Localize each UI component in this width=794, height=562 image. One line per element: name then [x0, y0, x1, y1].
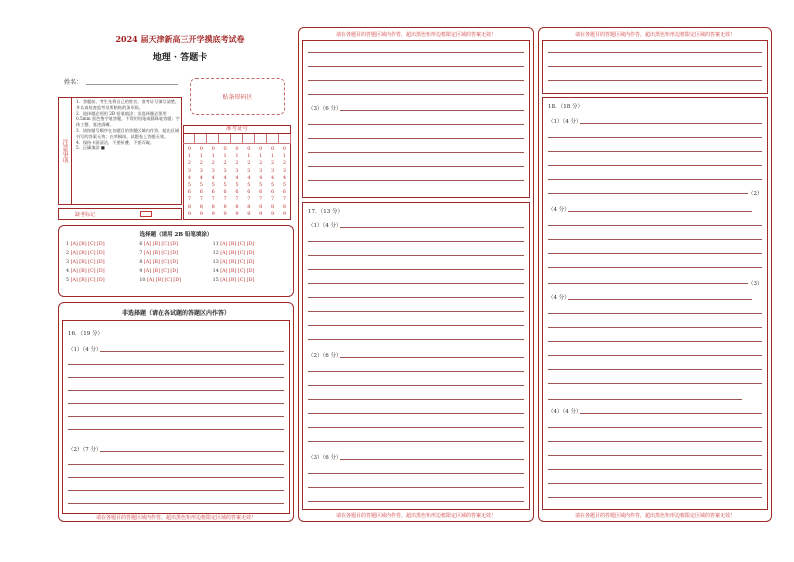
exam-number-bubble[interactable]: 4	[199, 174, 203, 181]
exam-number-bubble[interactable]: 2	[247, 160, 251, 167]
choice-title: 选择题（请用 2B 铅笔填涂）	[139, 232, 213, 238]
exam-title: 2024 届天津新高三开学摸底考试卷	[115, 34, 245, 44]
answer-line[interactable]	[308, 339, 524, 340]
answer-line[interactable]	[548, 253, 762, 254]
exam-number-bubble[interactable]: 6	[223, 189, 227, 196]
choice-row	[66, 267, 286, 276]
exam-number-bubble[interactable]: 0	[211, 146, 215, 152]
answer-line[interactable]	[340, 110, 524, 111]
exam-number-bubble[interactable]: 1	[223, 153, 227, 160]
exam-number-bubble[interactable]: 6	[259, 189, 263, 196]
exam-number-bubble[interactable]: 1	[259, 153, 263, 160]
choice-item[interactable]: 15 [A] [B] [C] [D]	[212, 278, 255, 283]
exam-number-bubble[interactable]: 7	[199, 196, 203, 203]
answer-line[interactable]	[308, 413, 524, 414]
answer-line[interactable]	[548, 179, 762, 180]
q18-3-tail: （3）	[748, 281, 763, 287]
notice-item-4: 4．保持卡面清洁，不要折叠、不要弄破。	[76, 139, 155, 145]
answer-line[interactable]	[308, 441, 524, 442]
q18-4-label: （4）（4 分）	[548, 409, 582, 415]
exam-number-bubble[interactable]: 9	[211, 210, 215, 217]
answer-line[interactable]	[568, 211, 752, 212]
answer-area-17-cont	[542, 40, 768, 94]
exam-number-bubble[interactable]: 6	[199, 189, 203, 196]
choice-item[interactable]: 7 [A] [B] [C] [D]	[139, 251, 178, 256]
answer-line[interactable]	[308, 487, 524, 488]
answer-area-18	[542, 97, 768, 510]
exam-number-column[interactable]	[256, 146, 265, 218]
answer-line[interactable]	[308, 166, 524, 167]
footer-warning-right: 请在各题目的答题区域内作答，超出黑色矩形边框限定区域的答案无效！	[574, 513, 735, 519]
answer-line[interactable]	[548, 497, 762, 498]
answer-line[interactable]	[548, 225, 762, 226]
q18-3-label: （4 分）	[548, 295, 570, 301]
answer-line[interactable]	[548, 193, 748, 194]
answer-line[interactable]	[308, 124, 524, 125]
exam-number-bubble[interactable]: 6	[187, 189, 192, 196]
notice-items	[76, 99, 180, 151]
exam-number-bubble[interactable]: 8	[235, 203, 239, 210]
answer-line[interactable]	[308, 297, 524, 298]
exam-number-bubble[interactable]: 2	[223, 160, 227, 167]
exam-number-column[interactable]	[209, 146, 218, 218]
answer-line[interactable]	[308, 501, 524, 502]
exam-number-bubble[interactable]: 2	[211, 160, 215, 167]
answer-line[interactable]	[308, 325, 524, 326]
exam-number-bubble[interactable]: 0	[247, 146, 251, 152]
q17-3-label: （3）（6 分）	[308, 455, 342, 461]
exam-number-bubble[interactable]: 3	[223, 167, 227, 174]
answer-line[interactable]	[68, 364, 284, 365]
exam-number-bubble[interactable]: 8	[247, 203, 251, 210]
barcode-area: 贴条形码区	[190, 78, 285, 115]
answer-line[interactable]	[548, 455, 762, 456]
exam-number-bubble[interactable]: 3	[247, 167, 251, 174]
exam-number-bubble[interactable]: 1	[271, 153, 275, 160]
answer-line[interactable]	[308, 283, 524, 284]
notice-item-3: 3．请按题号顺序在各题目的答题区域内作答，超出区域书写的答案无效；在草稿纸、试题卷上答题无效。	[76, 127, 180, 139]
answer-line[interactable]	[548, 239, 762, 240]
answer-line[interactable]	[308, 138, 524, 139]
exam-number-column[interactable]	[197, 146, 206, 218]
exam-number-bubble[interactable]: 8	[259, 203, 263, 210]
answer-line[interactable]	[68, 477, 284, 478]
choice-item[interactable]: 4 [A] [B] [C] [D]	[66, 269, 105, 274]
q16-1-label: （1）（4 分）	[68, 347, 102, 353]
q17-label: 17．（13 分）	[308, 209, 343, 215]
exam-number-bubbles[interactable]	[185, 146, 289, 218]
answer-line[interactable]	[68, 490, 284, 491]
exam-number-bubble[interactable]: 8	[271, 203, 275, 210]
answer-line[interactable]	[68, 377, 284, 378]
exam-number-bubble[interactable]: 8	[187, 203, 192, 210]
exam-number-bubble[interactable]: 1	[247, 153, 251, 160]
exam-number-bubble[interactable]: 6	[247, 189, 251, 196]
absent-mark-box[interactable]	[140, 211, 152, 217]
answer-line[interactable]	[340, 357, 524, 358]
exam-number-bubble[interactable]: 3	[271, 167, 275, 174]
notice-side-label: 注意事项	[58, 97, 72, 205]
exam-number-label: 准考证号	[183, 125, 291, 134]
exam-number-column[interactable]	[280, 146, 289, 218]
exam-number-column[interactable]	[233, 146, 242, 218]
exam-number-bubble[interactable]: 0	[187, 146, 192, 152]
choice-item[interactable]: 10 [A] [B] [C] [D]	[139, 278, 182, 283]
answer-line[interactable]	[548, 327, 762, 328]
exam-number-bubble[interactable]: 0	[259, 146, 263, 152]
exam-number-bubble[interactable]: 7	[247, 196, 251, 203]
answer-line[interactable]	[68, 429, 284, 430]
exam-number-bubble[interactable]: 4	[271, 174, 275, 181]
notice-item-2: 2．选择题必须用 2B 铅笔填涂；非选择题必须用 0.5mm 黑色签字笔答题，不得用铅笔或圆珠笔答题；字体工整、笔迹清晰。	[76, 110, 180, 128]
exam-number-write-cells[interactable]	[183, 134, 291, 144]
exam-number-bubble[interactable]: 4	[235, 174, 239, 181]
q17-2-label: （2）（6 分）	[308, 353, 342, 359]
exam-number-bubble[interactable]: 7	[211, 196, 215, 203]
q18-2-label: （4 分）	[548, 207, 570, 213]
answer-line[interactable]	[68, 390, 284, 391]
exam-number-bubble[interactable]: 4	[187, 174, 192, 181]
answer-line[interactable]	[580, 413, 762, 414]
footer-warning-left: 请在各题目的答题区域内作答，超出黑色矩形边框限定区域的答案无效！	[95, 515, 256, 521]
exam-number-bubble[interactable]: 0	[223, 146, 227, 152]
exam-number-bubble[interactable]: 7	[271, 196, 275, 203]
exam-number-column[interactable]	[244, 146, 253, 218]
answer-line[interactable]	[100, 351, 284, 352]
choice-item[interactable]: 9 [A] [B] [C] [D]	[139, 269, 178, 274]
answer-line[interactable]	[548, 80, 762, 81]
exam-number-bubble[interactable]: 9	[282, 210, 287, 217]
exam-number-bubble[interactable]: 2	[259, 160, 263, 167]
choice-item[interactable]: 1 [A] [B] [C] [D]	[66, 242, 105, 247]
exam-number-bubble[interactable]: 8	[211, 203, 215, 210]
exam-number-bubble[interactable]: 8	[282, 203, 287, 210]
exam-number-bubble[interactable]: 3	[259, 167, 263, 174]
exam-number-bubble[interactable]: 1	[199, 153, 203, 160]
exam-number-bubble[interactable]: 0	[199, 146, 203, 152]
exam-number-bubble[interactable]: 5	[187, 182, 192, 189]
name-label: 姓名：	[64, 79, 83, 86]
exam-number-bubble[interactable]: 3	[187, 167, 192, 174]
exam-number-bubble[interactable]: 9	[235, 210, 239, 217]
answer-line[interactable]	[580, 123, 762, 124]
choice-row	[66, 249, 286, 258]
answer-line[interactable]	[308, 152, 524, 153]
exam-number-bubble[interactable]: 5	[199, 182, 203, 189]
exam-number-bubble[interactable]: 4	[259, 174, 263, 181]
notice-item-5: 5．正确填涂 ■	[76, 145, 105, 151]
notice-item-1: 1．答题前，考生先将自己的姓名、准考证号填写清楚，并认真检查监考员所粘贴的条形码。	[76, 99, 180, 110]
exam-number-bubble[interactable]: 2	[199, 160, 203, 167]
q16-2-label: （2）（7 分）	[68, 447, 102, 453]
answer-line[interactable]	[68, 464, 284, 465]
choice-grid[interactable]	[66, 240, 286, 285]
answer-line[interactable]	[548, 369, 762, 370]
choice-item[interactable]: 12 [A] [B] [C] [D]	[212, 251, 255, 256]
exam-number-bubble[interactable]: 2	[235, 160, 239, 167]
exam-number-bubble[interactable]: 2	[271, 160, 275, 167]
exam-number-bubble[interactable]: 1	[235, 153, 239, 160]
answer-line[interactable]	[548, 52, 762, 53]
exam-number-bubble[interactable]: 5	[259, 182, 263, 189]
exam-number-bubble[interactable]: 7	[187, 196, 192, 203]
answer-line[interactable]	[308, 94, 524, 95]
exam-number-bubble[interactable]: 5	[271, 182, 275, 189]
header-warning-right: 请在各题目的答题区域内作答，超出黑色矩形边框限定区域的答案无效！	[574, 32, 735, 38]
absent-mark-row: 缺考标记	[58, 208, 182, 220]
exam-number-bubble[interactable]: 6	[271, 189, 275, 196]
answer-line[interactable]	[548, 66, 762, 67]
exam-number-bubble[interactable]: 7	[235, 196, 239, 203]
exam-number-bubble[interactable]: 8	[199, 203, 203, 210]
exam-subtitle: 地理 · 答题卡	[152, 53, 208, 63]
name-field[interactable]	[86, 84, 178, 85]
q16-3-label: （3）（6 分）	[308, 106, 342, 112]
nonchoice-title: 非选择题（请在各试题的答题区内作答）	[121, 310, 230, 317]
header-warning-middle: 请在各题目的答题区域内作答，超出黑色矩形边框限定区域的答案无效！	[335, 32, 496, 38]
exam-number-bubble[interactable]: 5	[235, 182, 239, 189]
answer-line[interactable]	[100, 451, 284, 452]
answer-line[interactable]	[340, 227, 524, 228]
exam-number-bubble[interactable]: 2	[187, 160, 192, 167]
exam-number-bubble[interactable]: 0	[235, 146, 239, 152]
exam-number-bubble[interactable]: 9	[259, 210, 263, 217]
exam-number-bubble[interactable]: 4	[282, 174, 287, 181]
answer-line[interactable]	[548, 355, 762, 356]
exam-number-bubble[interactable]: 4	[211, 174, 215, 181]
answer-line[interactable]	[548, 383, 762, 384]
answer-line[interactable]	[568, 299, 752, 300]
exam-number-column[interactable]	[221, 146, 230, 218]
answer-line[interactable]	[548, 341, 762, 342]
exam-number-bubble[interactable]: 1	[187, 153, 192, 160]
choice-item[interactable]: 11 [A] [B] [C] [D]	[212, 242, 255, 247]
exam-number-bubble[interactable]: 6	[211, 189, 215, 196]
answer-line[interactable]	[308, 473, 524, 474]
choice-item[interactable]: 5 [A] [B] [C] [D]	[66, 278, 105, 283]
exam-number-bubble[interactable]: 8	[223, 203, 227, 210]
exam-number-bubble[interactable]: 0	[271, 146, 275, 152]
answer-line[interactable]	[548, 313, 762, 314]
exam-number-bubble[interactable]: 5	[211, 182, 215, 189]
exam-number-bubble[interactable]: 0	[282, 146, 287, 152]
answer-line[interactable]	[548, 399, 742, 400]
answer-line[interactable]	[308, 80, 524, 81]
answer-line[interactable]	[548, 137, 762, 138]
answer-line[interactable]	[308, 66, 524, 67]
exam-number-bubble[interactable]: 4	[247, 174, 251, 181]
exam-number-bubble[interactable]: 9	[223, 210, 227, 217]
exam-number-bubble[interactable]: 9	[199, 210, 203, 217]
exam-number-bubble[interactable]: 7	[223, 196, 227, 203]
choice-item[interactable]: 6 [A] [B] [C] [D]	[139, 242, 178, 247]
exam-number-bubble[interactable]: 5	[282, 182, 287, 189]
answer-line[interactable]	[548, 283, 748, 284]
exam-number-bubble[interactable]: 9	[247, 210, 251, 217]
answer-line[interactable]	[308, 385, 524, 386]
exam-number-bubble[interactable]: 3	[199, 167, 203, 174]
answer-line[interactable]	[548, 427, 762, 428]
exam-number-bubble[interactable]: 5	[247, 182, 251, 189]
answer-line[interactable]	[308, 180, 524, 181]
answer-line[interactable]	[308, 311, 524, 312]
exam-number-bubble[interactable]: 3	[235, 167, 239, 174]
exam-number-bubble[interactable]: 4	[223, 174, 227, 181]
answer-line[interactable]	[68, 503, 284, 504]
choice-item[interactable]: 3 [A] [B] [C] [D]	[66, 260, 105, 265]
answer-line[interactable]	[548, 469, 762, 470]
exam-number-bubble[interactable]: 1	[211, 153, 215, 160]
answer-line[interactable]	[308, 269, 524, 270]
answer-line[interactable]	[308, 255, 524, 256]
answer-line[interactable]	[340, 459, 524, 460]
q17-1-label: （1）（4 分）	[308, 223, 342, 229]
answer-line[interactable]	[308, 52, 524, 53]
exam-number-bubble[interactable]: 6	[282, 189, 287, 196]
choice-row	[66, 258, 286, 267]
exam-number-bubble[interactable]: 1	[282, 153, 287, 160]
answer-line[interactable]	[548, 441, 762, 442]
choice-row	[66, 276, 286, 285]
exam-number-bubble[interactable]: 6	[235, 189, 239, 196]
answer-line[interactable]	[548, 483, 762, 484]
answer-line[interactable]	[548, 165, 762, 166]
choice-item[interactable]: 8 [A] [B] [C] [D]	[139, 260, 178, 265]
q18-2-tail: （2）	[748, 191, 763, 197]
answer-line[interactable]	[308, 427, 524, 428]
answer-line[interactable]	[548, 267, 762, 268]
choice-row	[66, 240, 286, 249]
exam-number-bubble[interactable]: 9	[187, 210, 192, 217]
answer-line[interactable]	[308, 399, 524, 400]
answer-line[interactable]	[68, 403, 284, 404]
answer-line[interactable]	[548, 151, 762, 152]
answer-line[interactable]	[68, 416, 284, 417]
q16-label: 16．（19 分）	[68, 331, 103, 337]
choice-item[interactable]: 13 [A] [B] [C] [D]	[212, 260, 255, 265]
answer-line[interactable]	[308, 241, 524, 242]
answer-area-16-3	[302, 40, 530, 198]
answer-line[interactable]	[308, 371, 524, 372]
q18-label: 18．（18 分）	[548, 104, 583, 110]
exam-number-bubble[interactable]: 7	[259, 196, 263, 203]
footer-warning-middle: 请在各题目的答题区域内作答，超出黑色矩形边框限定区域的答案无效！	[335, 513, 496, 519]
exam-number-bubble[interactable]: 9	[271, 210, 275, 217]
choice-item[interactable]: 14 [A] [B] [C] [D]	[212, 269, 255, 274]
choice-item[interactable]: 2 [A] [B] [C] [D]	[66, 251, 105, 256]
exam-number-bubble[interactable]: 3	[282, 167, 287, 174]
q18-1-label: （1）（4 分）	[548, 119, 582, 125]
exam-number-column[interactable]	[268, 146, 277, 218]
exam-number-bubble[interactable]: 2	[282, 160, 287, 167]
exam-number-bubble[interactable]: 3	[211, 167, 215, 174]
exam-number-bubble[interactable]: 7	[282, 196, 287, 203]
exam-number-column[interactable]	[185, 146, 194, 218]
exam-number-bubble[interactable]: 5	[223, 182, 227, 189]
